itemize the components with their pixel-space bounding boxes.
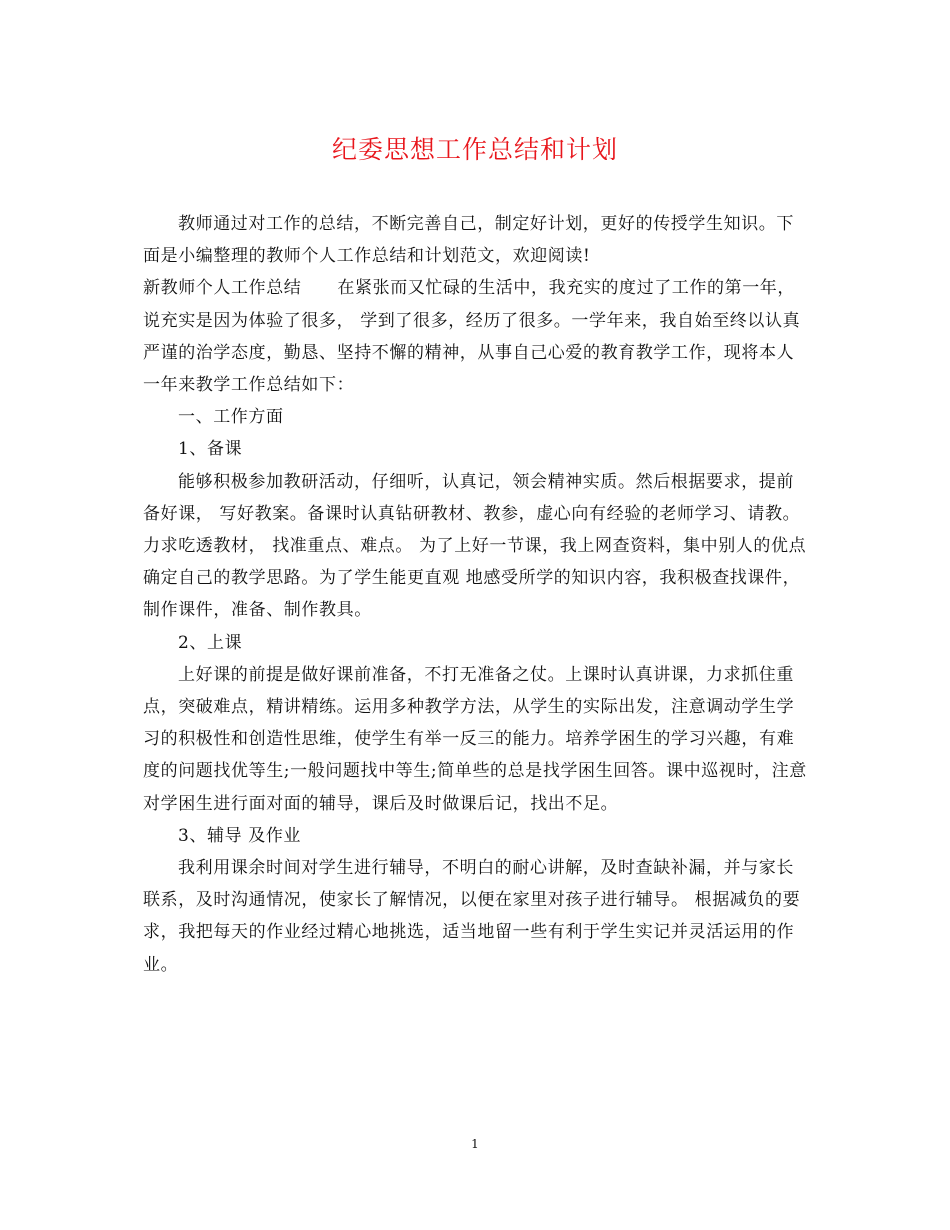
item-heading-class: 2、上课 [178,632,243,653]
summary-paragraph [143,272,808,401]
item-heading-prepare: 1、备课 [178,439,243,460]
item-text-class: 上好课的前提是做好课前准备，不打无准备之仗。上课时认真讲课，力求抓住重点，突破难点，精讲精练。运用多种教学方法，从学生的实际出发，注意调动学生学习的积极性和创造性思维，使学生有举一反三的能力。培养学困生的学习兴趣，有难度的问题找优等生;一般问题找中等生;简单些的总是找学困生回答。课中巡视时，注意对学困生进行面对面的辅导，课后及时做课后记，找出不足。 [143,664,807,814]
item-text-tutoring: 我利用课余时间对学生进行辅导，不明白的耐心讲解，及时查缺补漏，并与家长联系，及时沟通情况，使家长了解情况，以便在家里对孩子进行辅导。 根据减负的要求，我把每天的作业经过精心地挑选，适当地留一些有利于学生实记并灵活运用的作业。 [143,858,801,975]
document-body [143,208,808,981]
item-heading-tutoring: 3、辅导 及作业 [178,825,302,846]
summary-heading: 新教师个人工作总结 [143,278,302,299]
item-text-prepare: 能够积极参加教研活动，仔细听，认真记，领会精神实质。然后根据要求，提前备好课， 写好教案。备课时认真钻研教材、教参，虚心向有经验的老师学习、请教。力求吃透教材， 找准重点、难点。 为了上好一节课，我上网查资料，集中别人的优点确定自己的教学思路。为了学生能更直观 地感受所学的知识内容，我积极查找课件，制作课件，准备、制作教具。 [143,471,807,621]
section-heading: 一、工作方面 [178,407,284,428]
document-title: 纪委思想工作总结和计划 [331,135,618,164]
intro-paragraph: 教师通过对工作的总结，不断完善自己，制定好计划，更好的传授学生知识。下面是小编整理的教师个人工作总结和计划范文，欢迎阅读! [143,214,794,267]
page-number: 1 [471,1137,479,1151]
summary-text: 在紧张而又忙碌的生活中，我充实的度过了工作的第一年，说充实是因为体验了很多， 学到了很多，经历了很多。一学年来，我自始至终以认真严谨的治学态度，勤恳、坚持不懈的精神，从事自己心爱的教育教学工作，现将本人一年来教学工作总结如下： [143,278,801,396]
